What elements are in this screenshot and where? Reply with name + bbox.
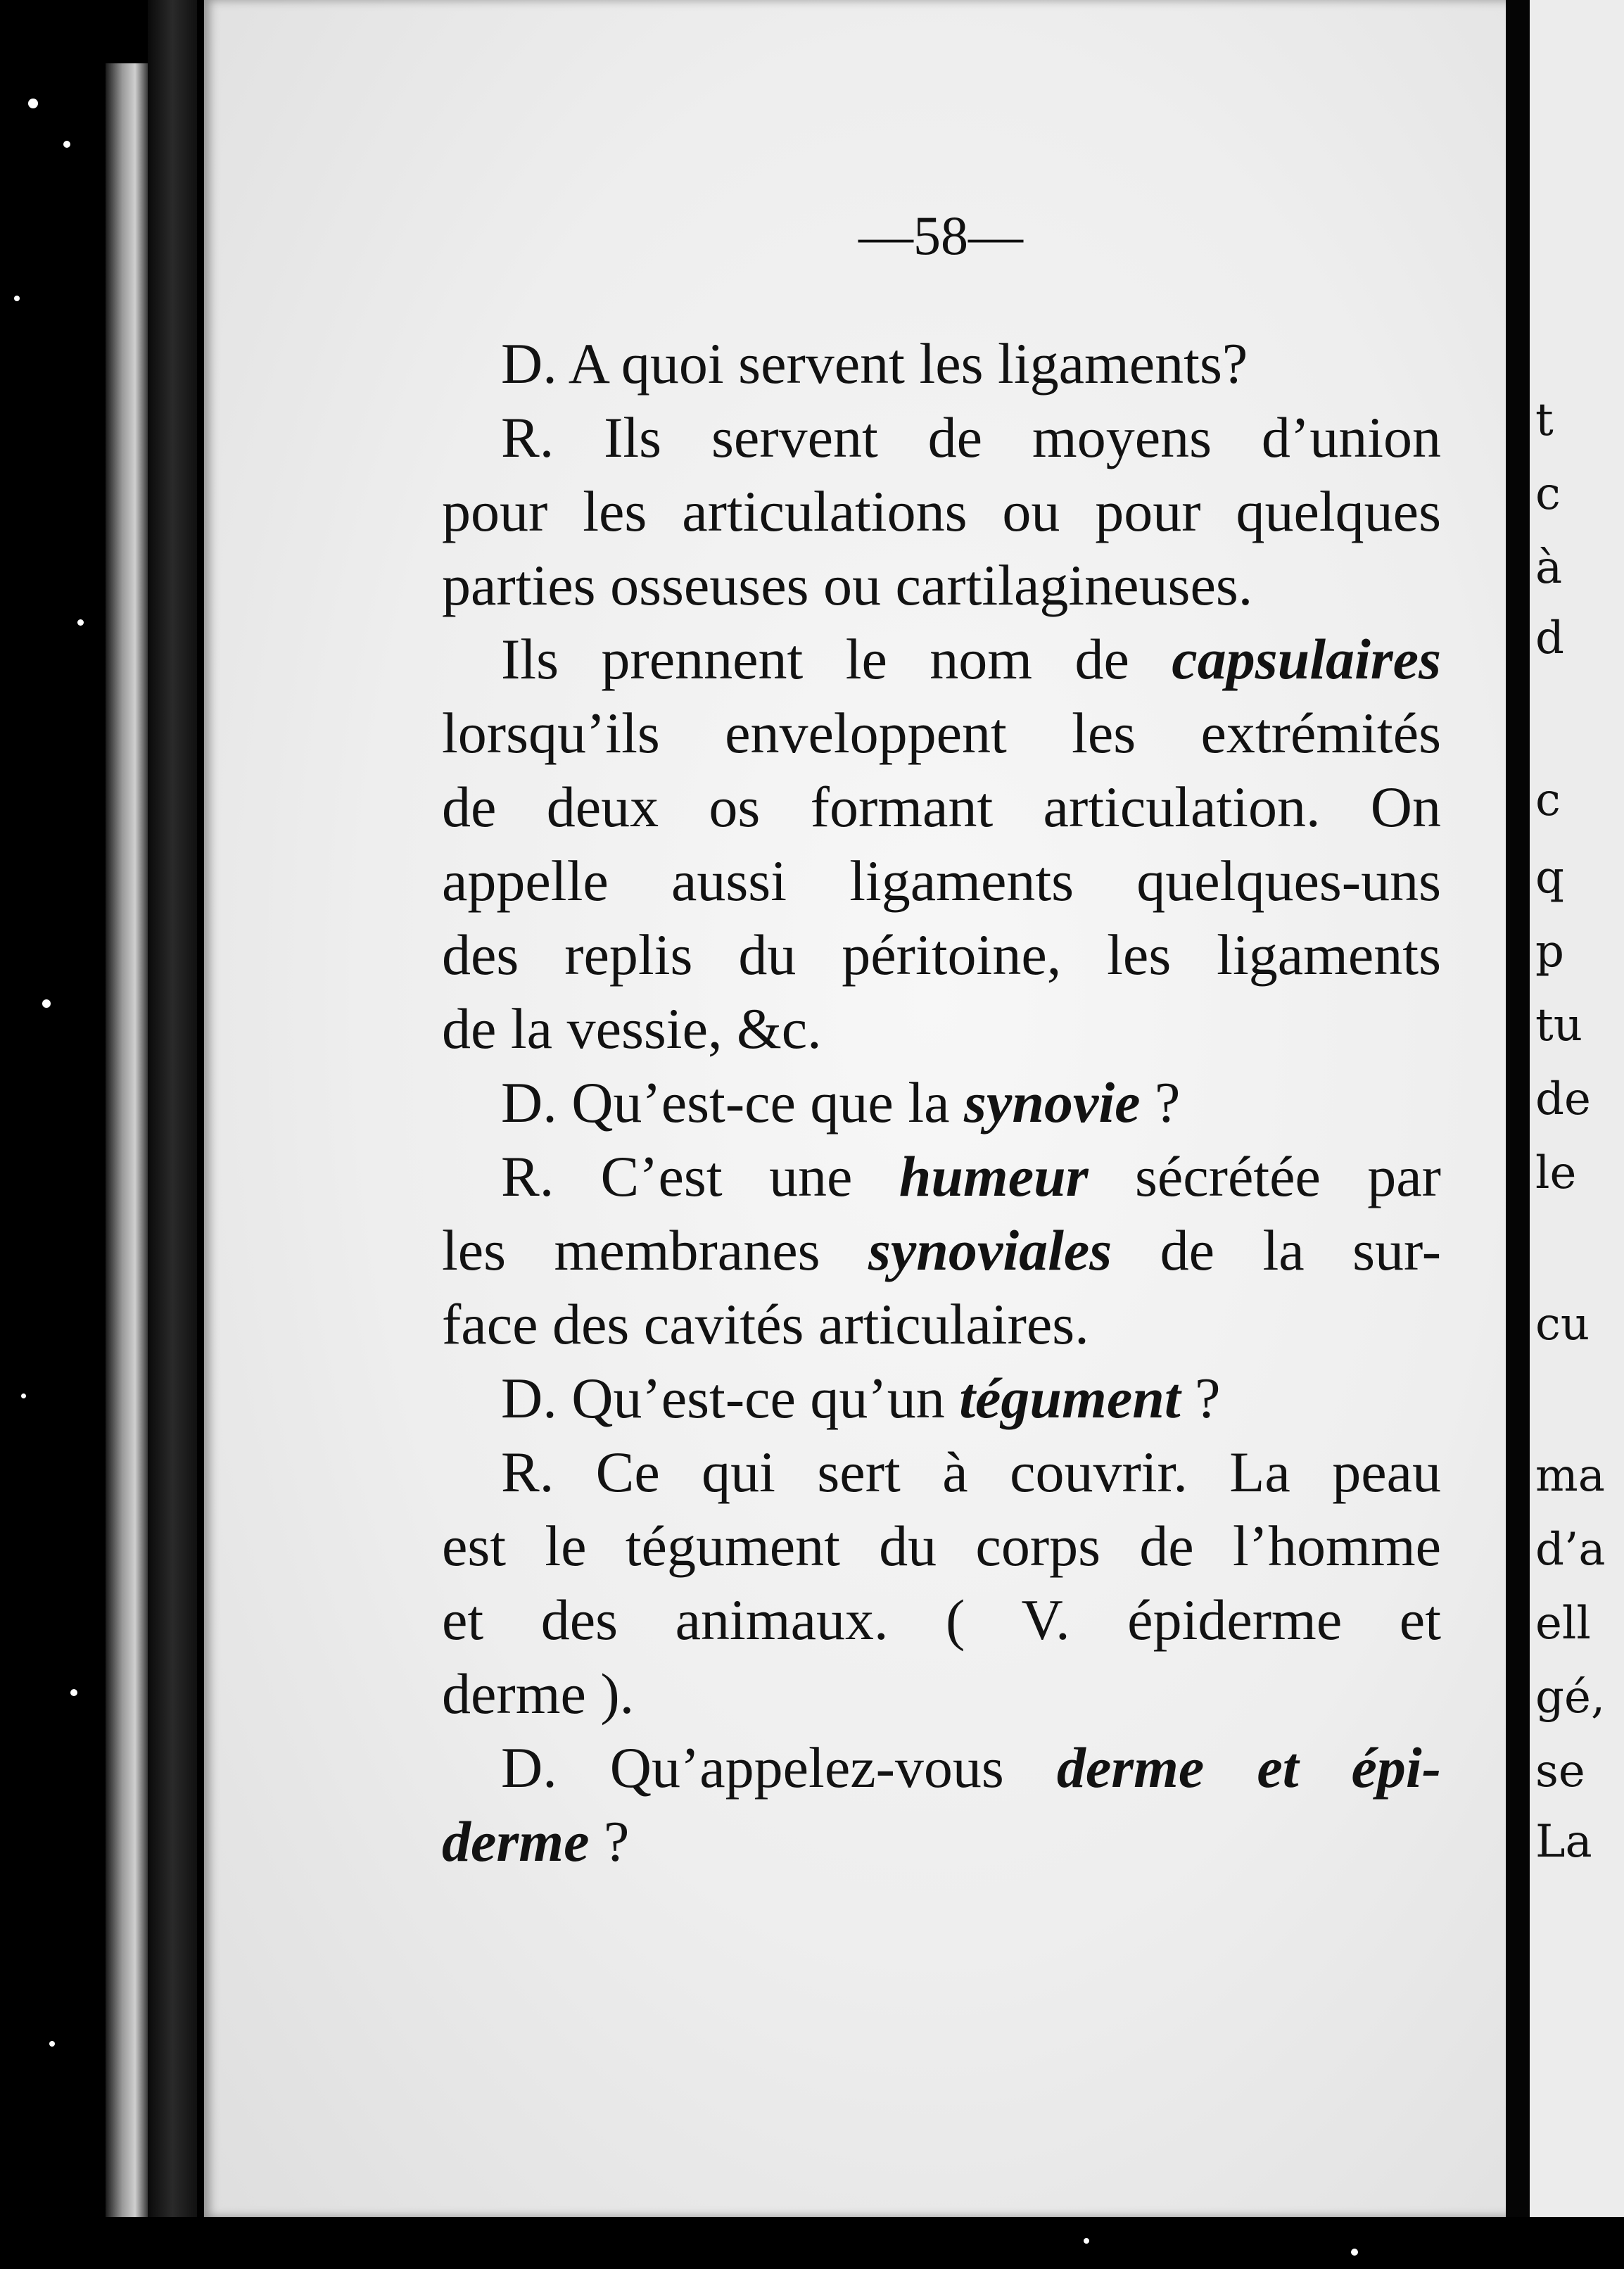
- book-binding-shadow: [148, 0, 197, 2269]
- text-line: [501, 1070, 1441, 1136]
- next-page-fragment: ell: [1535, 1598, 1591, 1650]
- text-run: et des animaux. ( V. épiderme et: [442, 1588, 1441, 1652]
- text-line: [442, 1291, 1441, 1358]
- emphasized-term: derme et épi-: [1056, 1736, 1441, 1800]
- text-line: [501, 1439, 1441, 1505]
- scan-speck: [1084, 2238, 1089, 2244]
- emphasized-term: synovie: [964, 1070, 1141, 1134]
- text-run: ?: [1180, 1366, 1221, 1430]
- next-page-fragment: c: [1535, 468, 1561, 520]
- text-line: [442, 552, 1441, 619]
- text-run: des replis du péritoine, les ligaments: [442, 923, 1441, 987]
- text-line: [442, 774, 1441, 840]
- next-page-fragment: cu: [1535, 1298, 1590, 1351]
- page-gutter: [1506, 0, 1530, 2269]
- page-number: —58—: [858, 205, 1023, 266]
- text-line: [442, 996, 1441, 1062]
- scan-speck: [77, 619, 84, 626]
- text-line: [442, 479, 1441, 545]
- text-line: [501, 1144, 1441, 1210]
- next-page-fragment: p: [1535, 925, 1564, 978]
- text-run: D. Qu’est-ce qu’un: [501, 1366, 960, 1430]
- scan-speck: [21, 1393, 26, 1398]
- next-page-fragment: de: [1535, 1073, 1591, 1125]
- text-run: D. Qu’appelez-vous: [501, 1736, 1057, 1800]
- scan-speck: [14, 296, 20, 301]
- next-page-fragment: q: [1535, 852, 1564, 904]
- text-run: ?: [1140, 1070, 1181, 1134]
- text-line: [442, 700, 1441, 766]
- scan-speck: [70, 1689, 77, 1696]
- text-run: appelle aussi ligaments quelques-uns: [442, 849, 1441, 913]
- text-run: de deux os formant articulation. On: [442, 775, 1441, 839]
- text-run: pour les articulations ou pour quelques: [442, 479, 1441, 543]
- page-right-sliver: [1530, 0, 1624, 2269]
- text-run: de la vessie, &c.: [442, 997, 822, 1061]
- book-spine-edge: [106, 63, 148, 2231]
- next-page-fragment: tu: [1535, 999, 1582, 1051]
- next-page-fragment: se: [1535, 1745, 1585, 1797]
- next-page-fragment: gé,: [1535, 1671, 1606, 1724]
- next-page-fragment: d’a: [1535, 1524, 1606, 1576]
- scan-speck: [1351, 2249, 1358, 2256]
- text-line: [501, 331, 1441, 397]
- emphasized-term: capsulaires: [1172, 627, 1441, 691]
- text-line: [501, 405, 1441, 471]
- text-run: derme ).: [442, 1662, 635, 1726]
- text-run: Ils prennent le nom de: [501, 627, 1172, 691]
- text-run: face des cavités articulaires.: [442, 1292, 1089, 1356]
- text-run: est le tégument du corps de l’homme: [442, 1514, 1441, 1578]
- text-line: [442, 848, 1441, 914]
- text-line: [501, 1735, 1441, 1801]
- scan-speck: [49, 2041, 55, 2047]
- scan-speck: [63, 141, 70, 148]
- emphasized-term: humeur: [899, 1144, 1089, 1208]
- text-run: les membranes: [442, 1218, 868, 1282]
- text-run: lorsqu’ils enveloppent les extrémités: [442, 701, 1441, 765]
- next-page-fragment: à: [1535, 542, 1563, 594]
- text-line: [442, 1587, 1441, 1653]
- scan-bottom-border: [0, 2217, 1624, 2269]
- text-line: [442, 922, 1441, 988]
- text-run: parties osseuses ou cartilagineuses.: [442, 553, 1253, 617]
- next-page-fragment: La: [1535, 1816, 1592, 1868]
- text-run: R. Ils servent de moyens d’union: [501, 405, 1441, 469]
- text-line: [501, 1365, 1441, 1431]
- next-page-fragment: ma: [1535, 1450, 1605, 1502]
- text-run: sécrétée par: [1088, 1144, 1441, 1208]
- next-page-fragment: c: [1535, 774, 1561, 826]
- emphasized-term: derme: [442, 1809, 590, 1873]
- text-run: R. Ce qui sert à couvrir. La peau: [501, 1440, 1441, 1504]
- emphasized-term: tégument: [959, 1366, 1181, 1430]
- next-page-fragment: le: [1535, 1147, 1577, 1199]
- text-line: [501, 626, 1441, 693]
- text-line: [442, 1661, 1441, 1727]
- next-page-fragment: d: [1535, 612, 1564, 664]
- text-run: de la sur-: [1112, 1218, 1441, 1282]
- scan-speck: [28, 99, 38, 108]
- next-page-fragment: t: [1535, 394, 1554, 446]
- text-line: [442, 1513, 1441, 1579]
- emphasized-term: synoviales: [868, 1218, 1112, 1282]
- text-run: D. Qu’est-ce que la: [501, 1070, 965, 1134]
- text-run: D. A quoi servent les ligaments?: [501, 331, 1248, 396]
- text-line: [442, 1218, 1441, 1284]
- scan-speck: [42, 999, 51, 1008]
- text-run: ?: [589, 1809, 630, 1873]
- text-line: [442, 1809, 1441, 1875]
- text-run: R. C’est une: [501, 1144, 899, 1208]
